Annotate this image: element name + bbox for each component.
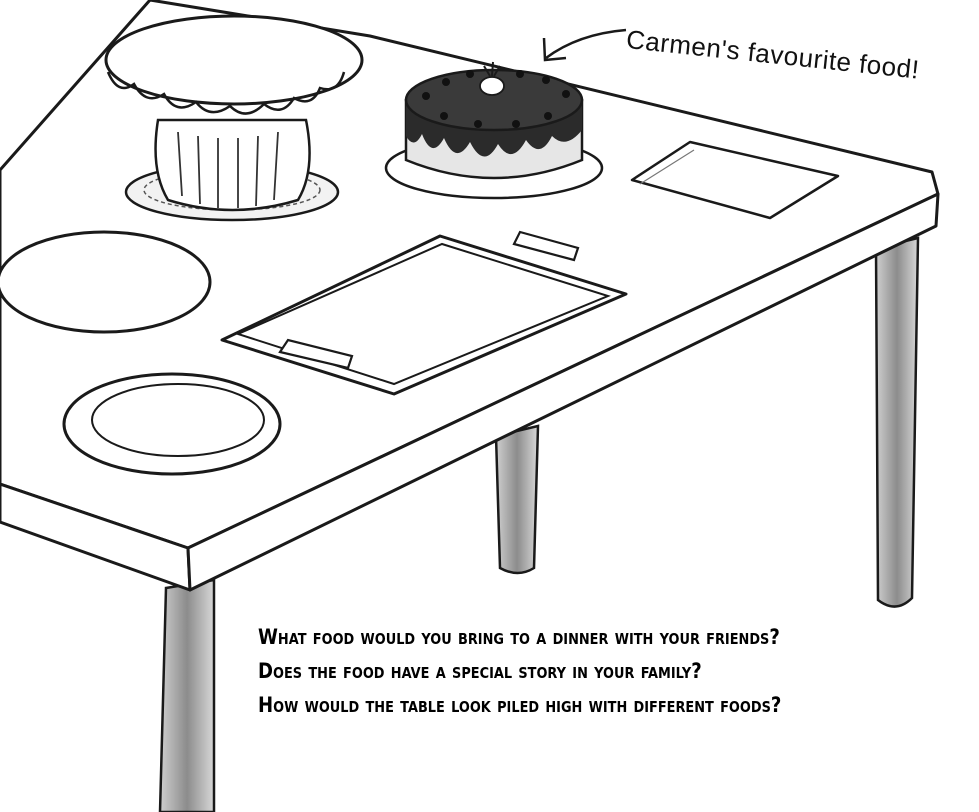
annotation-arrow [544,30,626,60]
table-leg-front [160,580,214,812]
question-prompts [258,620,781,722]
table-leg-right [876,238,918,607]
plate-bottom [64,374,280,474]
table-leg-back [496,426,538,573]
prompt-line: Does the food have a special story in your family? [258,659,702,683]
prompt-line: What food would you bring to a dinner with your friends? [258,625,780,649]
prompt-line: How would the table look piled high with different foods? [258,693,782,717]
annotation-label: Carmen's favourite food! [624,24,921,85]
plate-left [0,232,210,332]
